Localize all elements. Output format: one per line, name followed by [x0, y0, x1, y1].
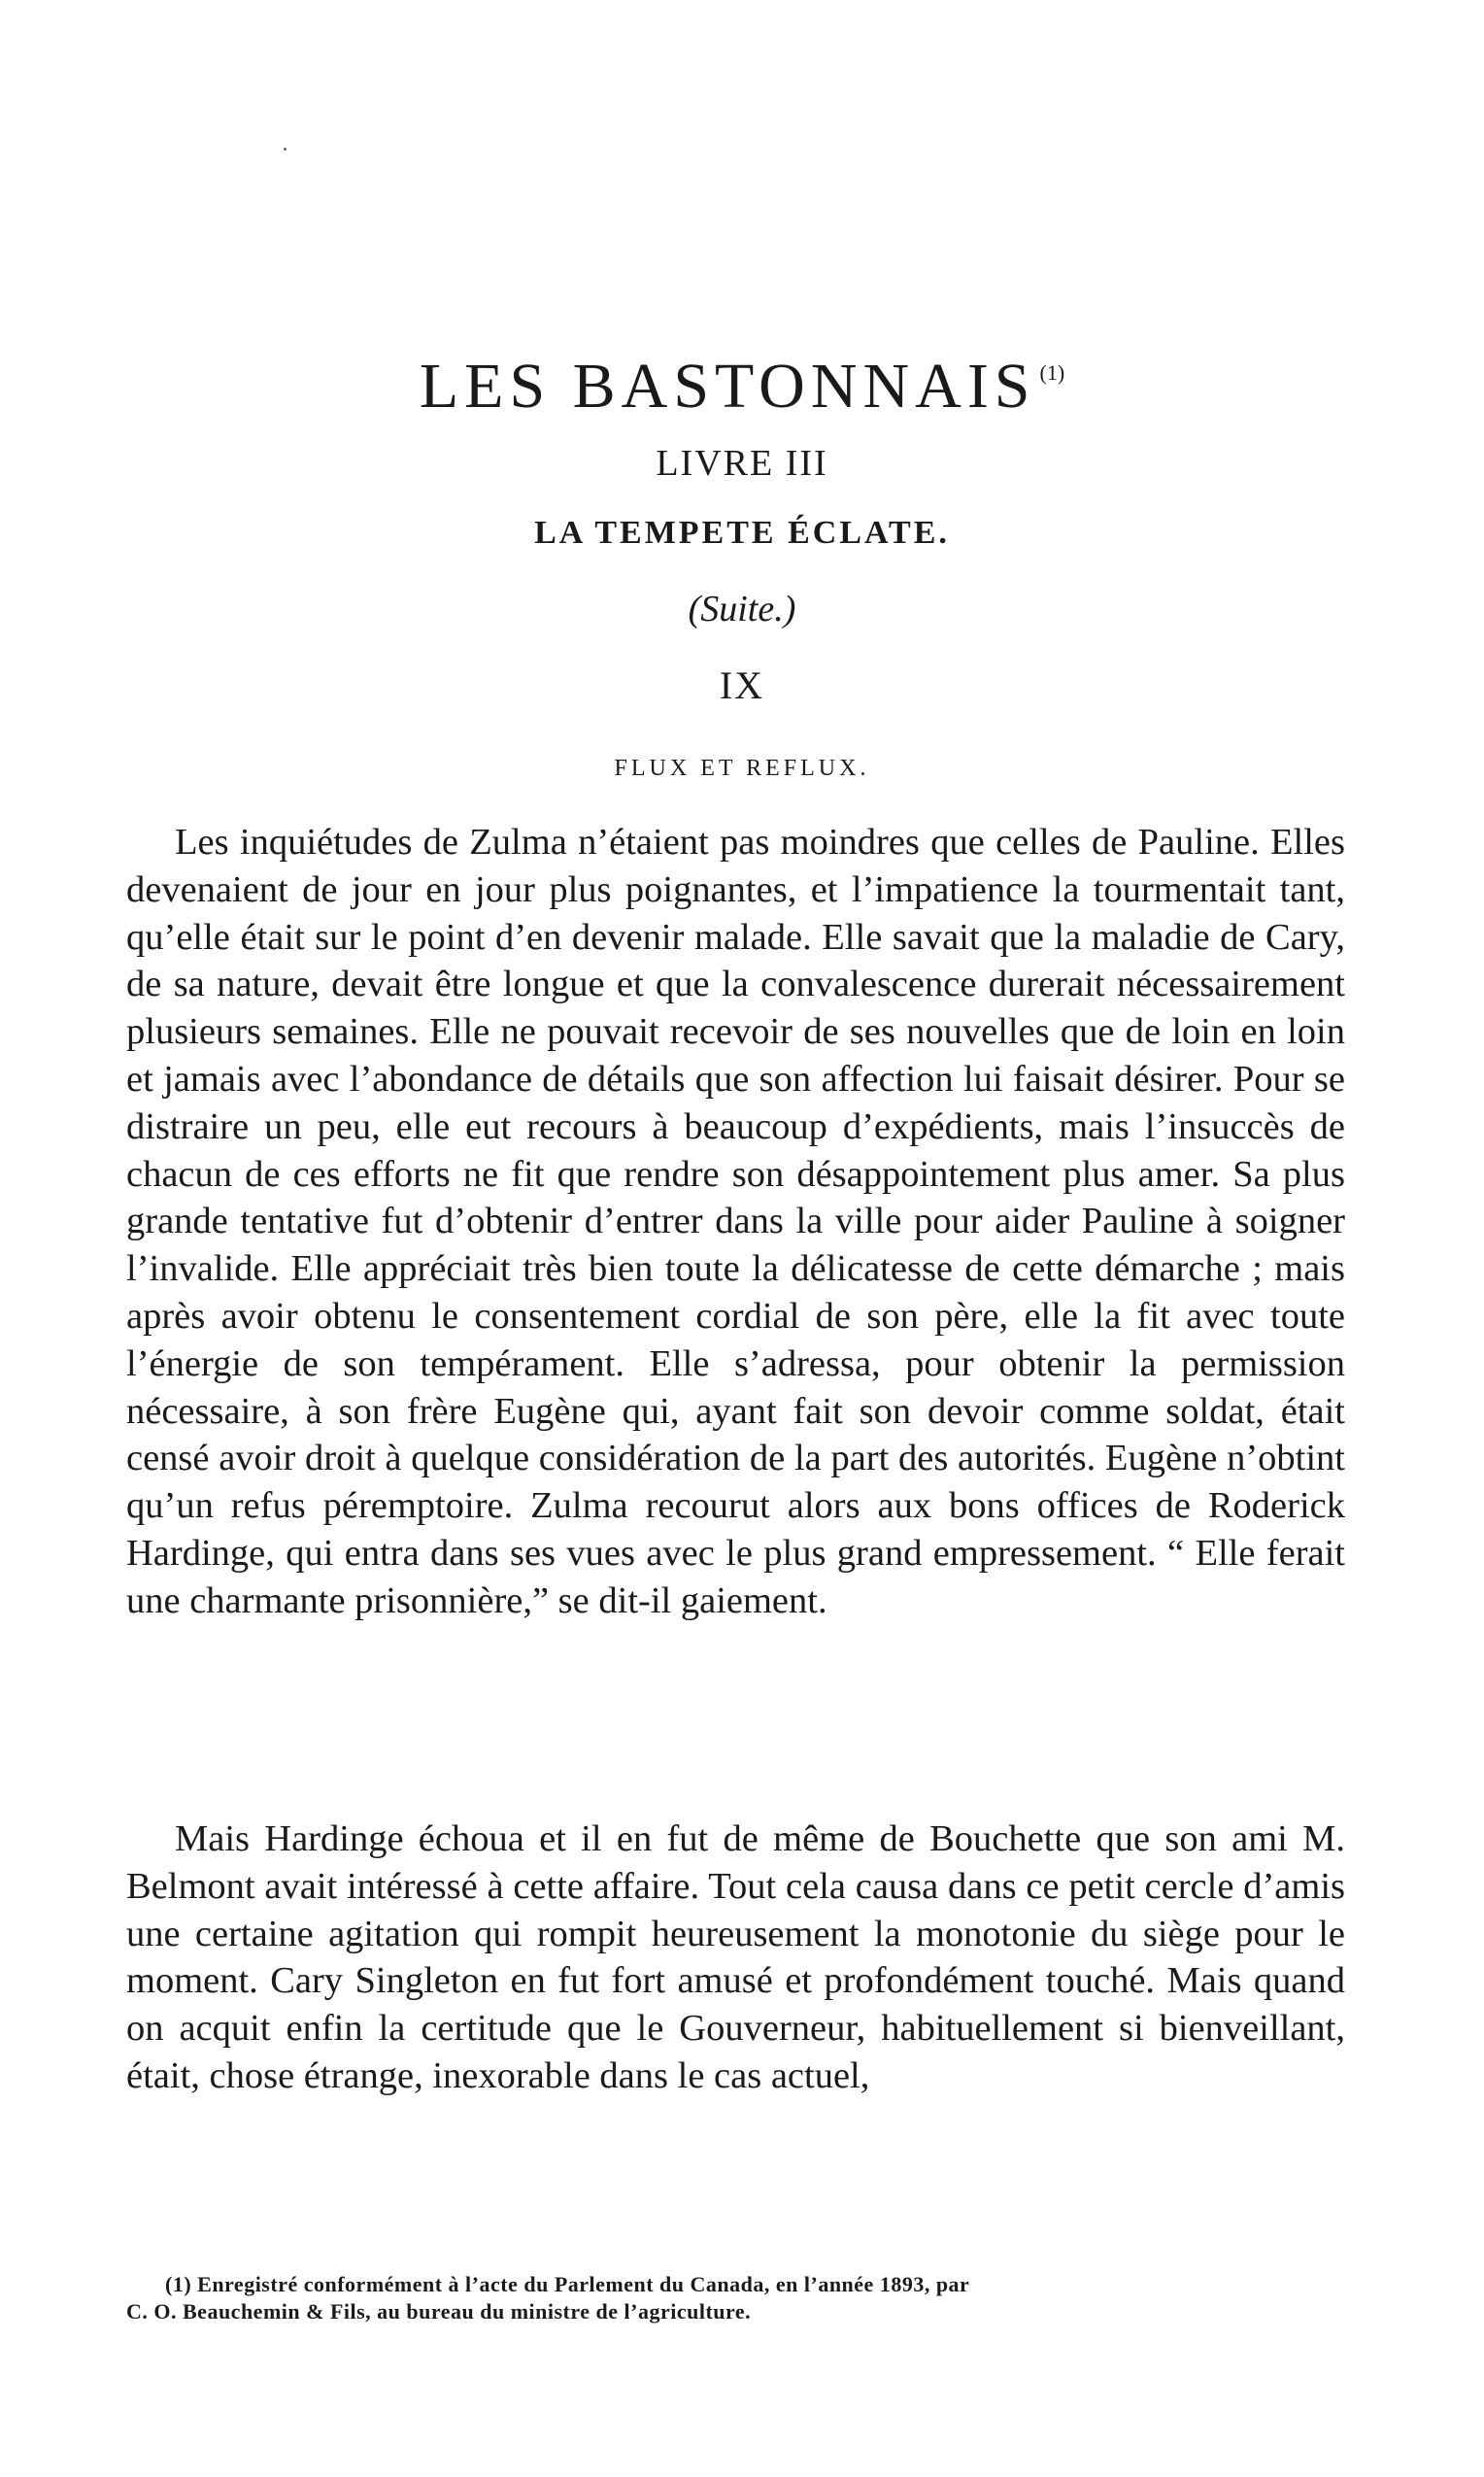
footnote-line: C. O. Beauchemin & Fils, au bureau du ministre de l’agriculture.	[126, 2299, 752, 2324]
footnote-line: (1) Enregistré conformément à l’acte du Parlement du Canada, en l’année 1893, par	[165, 2272, 970, 2296]
body-paragraph: Les inquiétudes de Zulma n’étaient pas moindres que celles de Pauline. Elles devenaient de jour en jour plus poignantes, et l’impatience la tourmentait tant, qu’elle était sur le point d’en devenir malade. Elle savait que la maladie de Cary, de sa nature, devait être longue et que la convalescence durerait nécessairement plusieurs semaines. Elle ne pouvait recevoir de ses nouvelles que de loin en loin et jamais avec l’abondance de détails que son affection lui faisait désirer. Pour se distraire un peu, elle eut recours à beaucoup d’expédients, mais l’insuccès de chacun de ces efforts ne fit que rendre son désappointement plus amer. Sa plus grande tentative fut d’obtenir d’entrer dans la ville pour aider Pauline à soigner l’invalide. Elle appréciait très bien toute la délicatesse de cette démarche ; mais après avoir obtenu le consentement cordial de son père, elle la fit avec toute l’énergie de son tempérament. Elle s’adressa, pour obtenir la permission nécessaire, à son frère Eugène qui, ayant fait son devoir comme soldat, était censé avoir droit à quelque considération de la part des autorités. Eugène n’obtint qu’un refus péremptoire. Zulma recourut alors aux bons offices de Roderick Hardinge, qui entra dans ses vues avec le plus grand empressement. “ Elle ferait une charmante prisonnière,” se dit-il gaiement.	[126, 822, 1345, 1621]
part-subtitle: LA TEMPETE ÉCLATE.	[534, 515, 950, 551]
book-part-heading: LIVRE III	[656, 443, 828, 484]
body-paragraph: Mais Hardinge échoua et il en fut de même de Bouchette que son ami M. Belmont avait intéressé à cette affaire. Tout cela causa dans ce petit cercle d’amis une certaine agitation qui rompit heureusement la monotonie du siège pour le moment. Cary Singleton en fut fort amusé et profondément touché. Mais quand on acquit enfin la certitude que le Gouverneur, habituellement si bienveillant, était, chose étrange, inexorable dans le cas actuel,	[126, 1818, 1345, 2096]
chapter-title: FLUX ET REFLUX.	[614, 756, 870, 781]
continued-note: (Suite.)	[688, 589, 796, 629]
footnote	[126, 2271, 1345, 2325]
chapter-number: IX	[719, 663, 765, 707]
book-title-text: LES BASTONNAIS	[419, 351, 1036, 422]
book-title	[0, 351, 1484, 422]
title-footnote-marker: (1)	[1039, 360, 1065, 385]
print-speck	[284, 148, 287, 151]
